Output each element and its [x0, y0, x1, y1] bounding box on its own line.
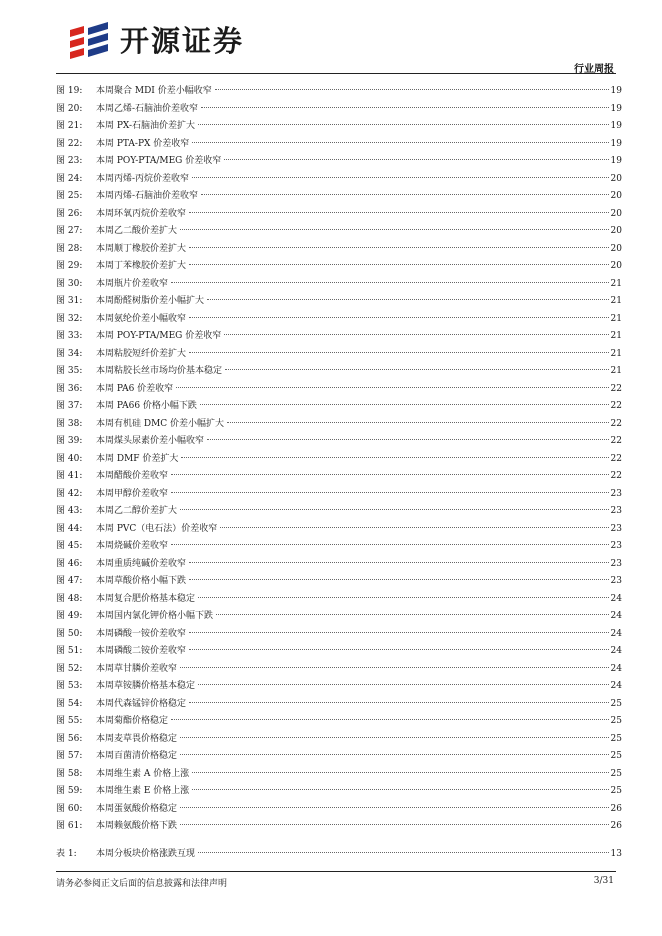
- toc-entry-page: 20: [610, 173, 622, 184]
- toc-entry-title: 本周瓶片价差收窄: [96, 278, 169, 289]
- toc-entry-label: 图 56:: [56, 733, 83, 744]
- report-type: 行业周报: [574, 64, 614, 75]
- toc-entry-title: 本周聚合 MDI 价差小幅收窄: [96, 86, 212, 96]
- toc-entry[interactable]: [56, 276, 622, 294]
- toc-dot-leader: [220, 527, 608, 528]
- toc-entry-label: 表 1:: [56, 849, 77, 859]
- toc-entry-label: 图 40:: [56, 453, 83, 464]
- toc-entry-page: 24: [610, 646, 622, 656]
- toc-entry[interactable]: [56, 223, 622, 241]
- toc-entry[interactable]: [56, 748, 622, 766]
- toc-entry-label: 图 29:: [56, 261, 83, 271]
- toc-entry[interactable]: [56, 206, 622, 224]
- brand-logo: [68, 22, 244, 60]
- toc-dot-leader: [192, 177, 609, 178]
- brand-mark-icon: [68, 22, 112, 60]
- page-number: 3/31: [593, 876, 614, 886]
- toc-entry-page: 22: [610, 383, 622, 394]
- toc-entry[interactable]: [56, 188, 622, 206]
- toc-entry-title: 本周重质纯碱价差收窄: [96, 558, 187, 569]
- toc-dot-leader: [224, 159, 608, 160]
- toc-entry-page: 24: [610, 628, 622, 639]
- toc-entry-label: 图 27:: [56, 226, 83, 236]
- toc-entry[interactable]: [56, 171, 622, 189]
- toc-entry-page: 25: [610, 733, 622, 744]
- toc-dot-leader: [189, 212, 609, 213]
- toc-entry-title: 本周 PA6 价差收窄: [96, 383, 174, 394]
- toc-entry-title: 本周 PA66 价格小幅下跌: [96, 401, 197, 411]
- toc-entry-label: 图 45:: [56, 541, 83, 551]
- toc-dot-leader: [189, 649, 609, 650]
- toc-dot-leader: [201, 194, 609, 195]
- toc-entry[interactable]: [56, 783, 622, 801]
- toc-entry-page: 20: [610, 208, 622, 219]
- toc-entry[interactable]: [56, 521, 622, 539]
- toc-entry-page: 23: [610, 541, 622, 551]
- toc-dot-leader: [180, 737, 609, 738]
- toc-entry-page: 22: [610, 453, 622, 464]
- toc-entry-title: 本周复合肥价格基本稳定: [96, 593, 196, 604]
- toc-entry-page: 25: [610, 716, 622, 726]
- footer-divider: [56, 871, 616, 872]
- toc-entry[interactable]: [56, 83, 622, 101]
- toc-dot-leader: [198, 852, 609, 853]
- toc-entry-page: 19: [610, 121, 622, 131]
- toc-dot-leader: [192, 789, 608, 790]
- toc-entry-title: 本周 POY-PTA/MEG 价差收窄: [96, 156, 222, 166]
- toc-entry-page: 13: [610, 849, 622, 859]
- toc-entry-page: 19: [610, 86, 622, 96]
- toc-entry-page: 26: [610, 803, 622, 814]
- toc-entry-title: 本周蛋氨酸价格稳定: [96, 803, 178, 814]
- toc-entry-label: 图 59:: [56, 786, 83, 796]
- toc-entry-title: 本周 DMF 价差扩大: [96, 453, 179, 464]
- toc-entry-label: 图 60:: [56, 803, 83, 814]
- toc-entry-title: 本周醋酸价差收窄: [96, 471, 169, 481]
- toc-entry-page: 21: [610, 296, 622, 306]
- toc-entry-page: 23: [610, 523, 622, 534]
- toc-entry[interactable]: [56, 153, 622, 171]
- toc-entry-title: 本周代森锰锌价格稳定: [96, 698, 187, 709]
- toc-entry[interactable]: [56, 258, 622, 276]
- toc-dot-leader: [189, 352, 609, 353]
- toc-entry-title: 本周磷酸一铵价差收窄: [96, 628, 187, 639]
- toc-dot-leader: [225, 369, 609, 370]
- toc-dot-leader: [171, 492, 609, 493]
- toc-entry-title: 本周乙二醇价差扩大: [96, 506, 178, 516]
- toc-entry-label: 图 51:: [56, 646, 83, 656]
- toc-dot-leader: [189, 247, 609, 248]
- toc-entry[interactable]: [56, 328, 622, 346]
- toc-entry-page: 24: [610, 593, 622, 604]
- toc-dot-leader: [180, 509, 609, 510]
- toc-entry[interactable]: [56, 398, 622, 416]
- toc-dot-leader: [207, 299, 609, 300]
- table-list: [56, 846, 622, 864]
- toc-entry[interactable]: [56, 626, 622, 644]
- toc-entry-label: 图 44:: [56, 523, 83, 534]
- toc-dot-leader: [192, 142, 608, 143]
- toc-entry-label: 图 61:: [56, 821, 83, 831]
- toc-dot-leader: [215, 89, 609, 90]
- toc-entry-title: 本周麦草畏价格稳定: [96, 733, 178, 744]
- toc-entry[interactable]: [56, 591, 622, 609]
- toc-entry-title: 本周分板块价格涨跌互现: [96, 849, 196, 859]
- figure-list: [56, 83, 622, 836]
- toc-entry-page: 25: [610, 698, 622, 709]
- toc-entry-label: 图 48:: [56, 593, 83, 604]
- toc-entry[interactable]: [56, 101, 622, 119]
- toc-entry-title: 本周维生素 E 价格上涨: [96, 786, 190, 796]
- toc-entry[interactable]: [56, 451, 622, 469]
- toc-entry-page: 25: [610, 751, 622, 761]
- toc-entry-page: 23: [610, 576, 622, 586]
- toc-entry[interactable]: [56, 468, 622, 486]
- toc-entry-page: 20: [610, 226, 622, 236]
- toc-entry-title: 本周 PVC（电石法）价差收窄: [96, 523, 218, 534]
- toc-dot-leader: [180, 667, 609, 668]
- toc-entry-label: 图 32:: [56, 313, 83, 324]
- toc-entry[interactable]: [56, 433, 622, 451]
- toc-entry-title: 本周 PTA-PX 价差收窄: [96, 138, 190, 149]
- toc-entry-label: 图 19:: [56, 86, 83, 96]
- toc-entry-page: 19: [610, 103, 622, 114]
- toc-entry[interactable]: [56, 346, 622, 364]
- toc-entry-title: 本周赖氨酸价格下跌: [96, 821, 178, 831]
- toc-entry-label: 图 46:: [56, 558, 83, 569]
- toc-entry-page: 26: [610, 821, 622, 831]
- toc-entry-label: 图 30:: [56, 278, 83, 289]
- toc-entry-label: 图 37:: [56, 401, 83, 411]
- toc-entry[interactable]: [56, 416, 622, 434]
- toc-dot-leader: [171, 719, 609, 720]
- toc-entry-label: 图 52:: [56, 663, 83, 674]
- toc-entry-label: 图 33:: [56, 331, 83, 341]
- toc-dot-leader: [200, 404, 609, 405]
- toc-entry[interactable]: [56, 731, 622, 749]
- toc-entry[interactable]: [56, 503, 622, 521]
- toc-entry-label: 图 23:: [56, 156, 83, 166]
- toc-dot-leader: [189, 562, 609, 563]
- toc-entry-title: 本周草酸价格小幅下跌: [96, 576, 187, 586]
- toc-entry[interactable]: [56, 118, 622, 136]
- toc-entry[interactable]: [56, 293, 622, 311]
- toc-entry-title: 本周粘胶长丝市场均价基本稳定: [96, 366, 223, 376]
- toc-entry-page: 23: [610, 488, 622, 499]
- toc-dot-leader: [227, 422, 609, 423]
- toc-entry-title: 本周丙烯-丙烷价差收窄: [96, 173, 190, 184]
- toc-entry-label: 图 50:: [56, 628, 83, 639]
- toc-dot-leader: [176, 387, 608, 388]
- toc-dot-leader: [180, 754, 609, 755]
- toc-entry-page: 24: [610, 681, 622, 691]
- toc-entry-page: 24: [610, 611, 622, 621]
- toc-entry-label: 图 54:: [56, 698, 83, 709]
- toc-dot-leader: [189, 632, 609, 633]
- toc-entry-label: 图 24:: [56, 173, 83, 184]
- toc-entry[interactable]: [56, 311, 622, 329]
- toc-entry-page: 23: [610, 506, 622, 516]
- toc-dot-leader: [224, 334, 608, 335]
- toc-dot-leader: [189, 579, 609, 580]
- toc-entry-page: 21: [610, 313, 622, 324]
- toc-entry-title: 本周环氧丙烷价差收窄: [96, 208, 187, 219]
- header-divider: [56, 73, 616, 74]
- toc-entry-label: 图 49:: [56, 611, 83, 621]
- toc-entry-label: 图 25:: [56, 191, 83, 201]
- toc-entry-label: 图 26:: [56, 208, 83, 219]
- toc-entry-label: 图 22:: [56, 138, 83, 149]
- toc-entry-title: 本周乙二酸价差扩大: [96, 226, 178, 236]
- toc-entry-title: 本周维生素 A 价格上涨: [96, 768, 190, 779]
- toc-entry[interactable]: [56, 381, 622, 399]
- toc-dot-leader: [216, 614, 609, 615]
- toc-dot-leader: [198, 684, 609, 685]
- toc-entry-page: 20: [610, 243, 622, 254]
- toc-entry-label: 图 35:: [56, 366, 83, 376]
- toc-dot-leader: [171, 544, 609, 545]
- toc-entry-title: 本周乙烯-石脑油价差收窄: [96, 103, 199, 114]
- toc-entry-label: 图 39:: [56, 436, 83, 446]
- toc-entry[interactable]: [56, 538, 622, 556]
- toc-entry-page: 19: [610, 156, 622, 166]
- toc-entry-title: 本周烧碱价差收窄: [96, 541, 169, 551]
- toc-entry-page: 21: [610, 278, 622, 289]
- toc-entry[interactable]: [56, 643, 622, 661]
- toc-entry-page: 23: [610, 558, 622, 569]
- toc-entry-title: 本周丁苯橡胶价差扩大: [96, 261, 187, 271]
- toc-dot-leader: [192, 772, 608, 773]
- toc-entry[interactable]: [56, 556, 622, 574]
- brand-name: 开源证券: [120, 24, 245, 58]
- toc-entry-title: 本周粘胶短纤价差扩大: [96, 348, 187, 359]
- toc-dot-leader: [198, 124, 609, 125]
- toc-entry[interactable]: [56, 846, 622, 864]
- toc-entry-label: 图 53:: [56, 681, 83, 691]
- toc-entry-title: 本周草甘膦价差收窄: [96, 663, 178, 674]
- toc-dot-leader: [189, 264, 609, 265]
- toc-entry-label: 图 38:: [56, 418, 83, 429]
- toc-entry-page: 25: [610, 786, 622, 796]
- toc-entry[interactable]: [56, 818, 622, 836]
- toc-entry-title: 本周丙烯-石脑油价差收窄: [96, 191, 199, 201]
- toc-entry-label: 图 21:: [56, 121, 83, 131]
- toc-dot-leader: [198, 597, 609, 598]
- toc-entry-title: 本周 POY-PTA/MEG 价差收窄: [96, 331, 222, 341]
- toc-dot-leader: [171, 282, 609, 283]
- toc-entry-title: 本周有机硅 DMC 价差小幅扩大: [96, 418, 225, 429]
- footer-disclaimer: 请务必参阅正文后面的信息披露和法律声明: [56, 879, 228, 889]
- toc-entry-title: 本周甲醇价差收窄: [96, 488, 169, 499]
- toc-entry-label: 图 58:: [56, 768, 83, 779]
- toc-dot-leader: [181, 457, 608, 458]
- toc-entry-title: 本周百菌清价格稳定: [96, 751, 178, 761]
- toc-entry-label: 图 41:: [56, 471, 83, 481]
- toc-entry[interactable]: [56, 486, 622, 504]
- toc-entry-label: 图 43:: [56, 506, 83, 516]
- toc-entry[interactable]: [56, 678, 622, 696]
- toc-entry-label: 图 36:: [56, 383, 83, 394]
- toc-entry-title: 本周煤头尿素价差小幅收窄: [96, 436, 205, 446]
- toc-entry-page: 22: [610, 471, 622, 481]
- toc-entry-label: 图 55:: [56, 716, 83, 726]
- toc-entry-page: 20: [610, 191, 622, 201]
- toc-dot-leader: [189, 317, 609, 318]
- toc-entry-label: 图 57:: [56, 751, 83, 761]
- toc-entry-page: 21: [610, 331, 622, 341]
- toc-entry-page: 20: [610, 261, 622, 271]
- toc-dot-leader: [180, 824, 609, 825]
- toc-entry-title: 本周磷酸二铵价差收窄: [96, 646, 187, 656]
- toc-dot-leader: [207, 439, 609, 440]
- toc-entry[interactable]: [56, 241, 622, 259]
- toc-entry-page: 22: [610, 418, 622, 429]
- toc-dot-leader: [171, 474, 609, 475]
- toc-entry[interactable]: [56, 713, 622, 731]
- toc-entry-page: 22: [610, 436, 622, 446]
- toc-entry[interactable]: [56, 801, 622, 819]
- toc-entry-label: 图 42:: [56, 488, 83, 499]
- toc-entry[interactable]: [56, 136, 622, 154]
- toc-dot-leader: [180, 807, 609, 808]
- toc-entry-label: 图 20:: [56, 103, 83, 114]
- toc-entry-title: 本周顺丁橡胶价差扩大: [96, 243, 187, 254]
- toc-entry[interactable]: [56, 661, 622, 679]
- toc-entry-label: 图 28:: [56, 243, 83, 254]
- toc-entry-title: 本周酚醛树脂价差小幅扩大: [96, 296, 205, 306]
- toc-dot-leader: [180, 229, 609, 230]
- toc-entry-title: 本周氨纶价差小幅收窄: [96, 313, 187, 324]
- toc-entry-page: 25: [610, 768, 622, 779]
- toc-dot-leader: [189, 702, 609, 703]
- toc-entry-page: 19: [610, 138, 622, 149]
- toc-entry[interactable]: [56, 766, 622, 784]
- toc-entry-title: 本周 PX-石脑油价差扩大: [96, 121, 196, 131]
- toc-entry-title: 本周菊酯价格稳定: [96, 716, 169, 726]
- toc-entry[interactable]: [56, 608, 622, 626]
- toc-entry-page: 22: [610, 401, 622, 411]
- toc-entry-label: 图 34:: [56, 348, 83, 359]
- toc-entry-page: 24: [610, 663, 622, 674]
- toc-entry[interactable]: [56, 573, 622, 591]
- toc-entry[interactable]: [56, 363, 622, 381]
- toc-entry-title: 本周草铵膦价格基本稳定: [96, 681, 196, 691]
- toc-entry-page: 21: [610, 348, 622, 359]
- toc-entry-page: 21: [610, 366, 622, 376]
- toc-entry-title: 本周国内氯化钾价格小幅下跌: [96, 611, 214, 621]
- toc-dot-leader: [201, 107, 609, 108]
- toc-entry-label: 图 47:: [56, 576, 83, 586]
- toc-entry-label: 图 31:: [56, 296, 83, 306]
- toc-entry[interactable]: [56, 696, 622, 714]
